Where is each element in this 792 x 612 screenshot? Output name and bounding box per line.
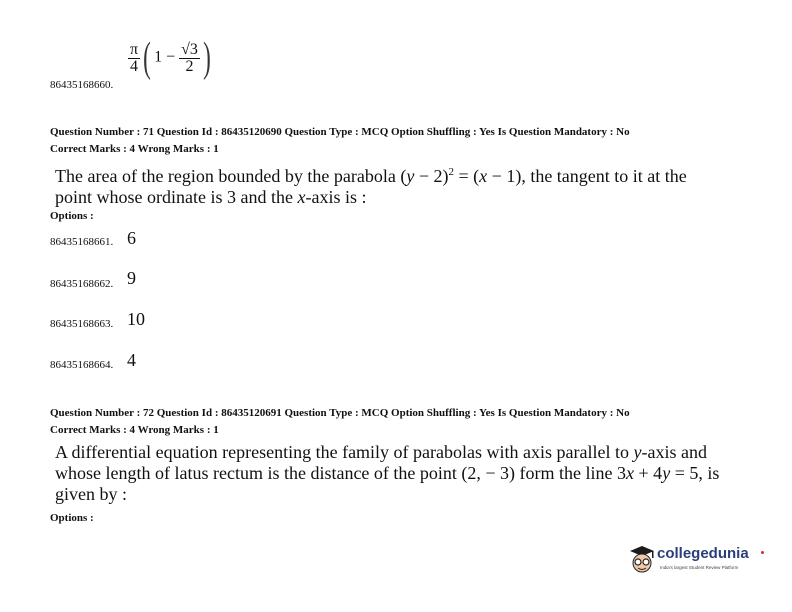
var-x: x [626,463,635,483]
fraction-numerator [179,42,200,59]
q71-option-1-id: 86435168661. [50,236,114,248]
q71-option-2-value: 9 [127,268,136,288]
q71-question-text [55,162,767,208]
fraction-numerator: π [130,40,139,58]
text-run: The area of the region bounded by the parabola ( [55,166,407,186]
text-run: whose length of latus rectum is the distance of the point (2, − 3) form the line 3 [55,463,627,483]
mascot-icon [627,543,657,577]
prev-option-id: 86435168660. [50,79,114,91]
logo-dot-accent [761,551,764,554]
logo-tagline: India's largest Student Review Platform [660,565,739,570]
fraction-pi-over-4 [128,42,140,75]
text-run: -axis and [641,442,707,462]
q71-marks: Correct Marks : 4 Wrong Marks : 1 [50,143,219,155]
logo-wordmark: collegedunia [657,545,749,562]
superscript: 2 [448,166,455,178]
q71-options-label: Options : [50,210,94,222]
q72-question-text [55,442,767,505]
text-run: A differential equation representing the family of parabolas with axis parallel to [55,442,634,462]
q71-option-3-id: 86435168663. [50,318,114,330]
var-y: y [662,463,671,483]
left-paren: ( [143,35,151,81]
var-y: y [633,442,642,462]
collegedunia-logo[interactable] [627,543,767,583]
q71-option-2-id: 86435168662. [50,278,114,290]
q71-option-3-value: 10 [127,309,145,329]
expr-minus: − [166,48,176,66]
fraction-denominator: 2 [185,57,194,75]
var-x: x [479,166,488,186]
fraction-denominator: 4 [130,57,139,75]
text-run: = 5, is [670,463,720,483]
q72-marks: Correct Marks : 4 Wrong Marks : 1 [50,424,219,436]
var-y: y [406,166,415,186]
q72-options-label: Options : [50,512,94,524]
q72-header: Question Number : 72 Question Id : 86435120691 Question Type : MCQ Option Shuffling : Yes Is Question Mandatory : No [50,407,630,419]
sqrt-sign: √ [181,40,190,58]
expr-one: 1 [154,48,163,66]
text-run: + 4 [634,463,663,483]
right-paren: ) [203,35,211,81]
text-run: given by : [55,484,127,504]
text-run: point whose ordinate is 3 and the [55,187,298,207]
text-run: − 2) [414,166,449,186]
prev-option-expression [128,34,214,82]
q71-option-4-id: 86435168664. [50,359,114,371]
text-run: -axis is : [305,187,367,207]
q71-option-1-value: 6 [127,228,136,248]
var-x: x [297,187,306,207]
radicand: 3 [189,40,198,58]
text-run: = ( [454,166,480,186]
q71-option-4-value: 4 [127,350,136,370]
q71-header: Question Number : 71 Question Id : 86435120690 Question Type : MCQ Option Shuffling : Yes Is Question Mandatory : No [50,126,630,138]
fraction-root3-over-2 [179,42,200,75]
text-run: − 1), the tangent to it at the [487,166,687,186]
